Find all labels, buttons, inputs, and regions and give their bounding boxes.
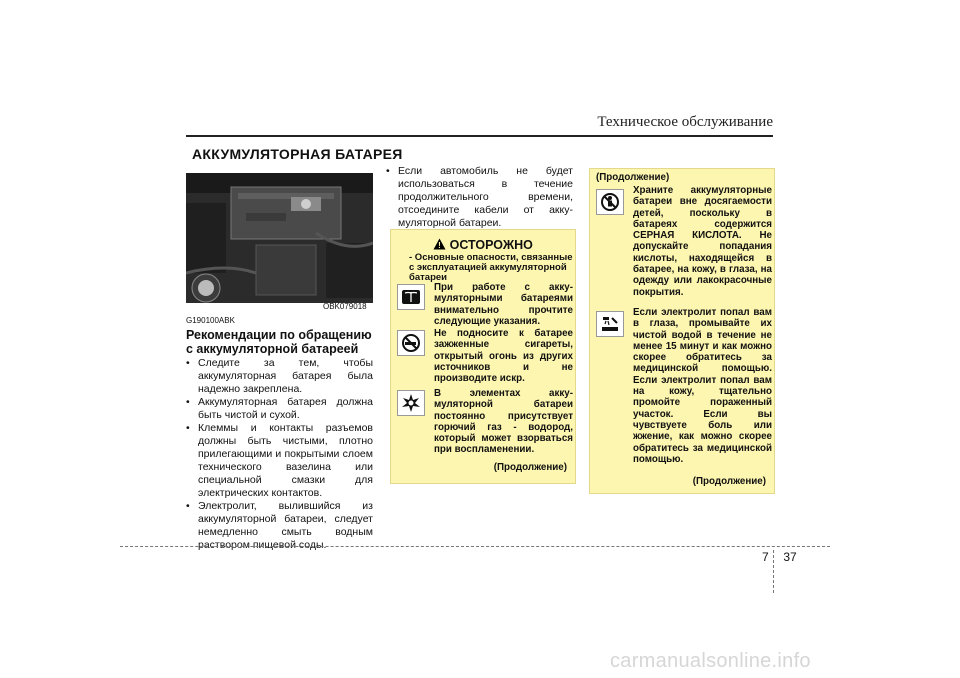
col1-bullet-list	[186, 357, 373, 552]
figure-code: OBK079018	[323, 302, 367, 311]
warning-item-text: Не подносите к батарее зажженные сигареты, открытый огонь из других источников и не производите искр.	[434, 328, 573, 385]
explosion-icon	[397, 390, 425, 416]
continuation-box	[589, 168, 775, 494]
warning-triangle-icon	[433, 238, 449, 252]
watermark: carmanualsonline.info	[610, 650, 811, 672]
header-rule	[186, 135, 773, 137]
warning-box	[390, 229, 576, 484]
list-item: • Следите за тем, чтобы аккумуляторная батарея была надежно закреплена.	[186, 357, 373, 396]
book-icon	[397, 284, 425, 310]
warning-subtitle: - Основные опасности, связанные с эксплуатацией аккумуляторной батареи	[409, 252, 573, 283]
subheading: Рекомендации по обращению с аккумуляторной батареей	[186, 328, 372, 356]
battery-photo	[186, 173, 373, 303]
list-item: • Клеммы и контакты разъемов должны быть чистыми, плотно прилегающими и покрытыми слоем технического вазелина или специальной смазки для электрических контактов.	[186, 422, 373, 500]
warning-item-text: Храните аккумуляторные батареи вне досягаемости детей, поскольку в батареях содержится СЕРНАЯ КИСЛОТА. Не допускайте попадания кислоты, находящейся в батарее, на кожу, в глаза, на одежду или лакокрасочные покрытия.	[633, 185, 772, 298]
svg-text:!: !	[438, 241, 441, 250]
continued-label: (Продолжение)	[692, 476, 766, 487]
keep-away-children-icon	[596, 189, 624, 215]
list-item: • Электролит, вылившийся из аккумуляторной батареи, следует немедленно смыть водным раствором пищевой соды.	[186, 500, 373, 552]
list-item: • Аккумуляторная батарея должна быть чистой и сухой.	[186, 396, 373, 422]
page-number-value: 37	[783, 550, 797, 564]
warning-heading	[391, 238, 575, 252]
list-item: • Если автомобиль не будет использоваться в течение продолжительного времени, отсоедините кабели от аккумуляторной батареи.	[386, 165, 573, 230]
section-title: АККУМУЛЯТОРНАЯ БАТАРЕЯ	[192, 146, 403, 162]
continuation-header: (Продолжение)	[596, 172, 670, 183]
page-number	[762, 550, 797, 564]
col2-bullet-list	[386, 165, 573, 230]
continued-label: (Продолжение)	[493, 462, 567, 473]
warning-item-text: В элементах аккумуляторной батареи постоянно присутствует горючий газ - водород, который может взорваться при воспламенении.	[434, 388, 573, 456]
warning-item-text: Если электролит попал вам в глаза, промывайте их чистой водой в течение не менее 15 минут и как можно скорее обратитесь за медицинской помощью. Если электролит попал вам на кожу, тщательно промойте пораженный участок. Если вы чувствуете боль или жжение, как можно скорее обратитесь за медицинской помощью.	[633, 307, 772, 465]
page-separator	[773, 550, 775, 593]
reference-code: G190100ABK	[186, 316, 235, 325]
footer-rule	[120, 546, 830, 547]
running-header: Техническое обслуживание	[597, 114, 773, 130]
warning-item-text: При работе с аккумуляторными батареями внимательно прочтите следующие указания.	[434, 282, 573, 327]
warning-title: ОСТОРОЖНО	[449, 238, 533, 252]
chapter-number: 7	[762, 550, 769, 564]
acid-hazard-icon	[596, 311, 624, 337]
no-smoking-icon	[397, 330, 425, 356]
battery-photo-illustration	[186, 173, 373, 303]
